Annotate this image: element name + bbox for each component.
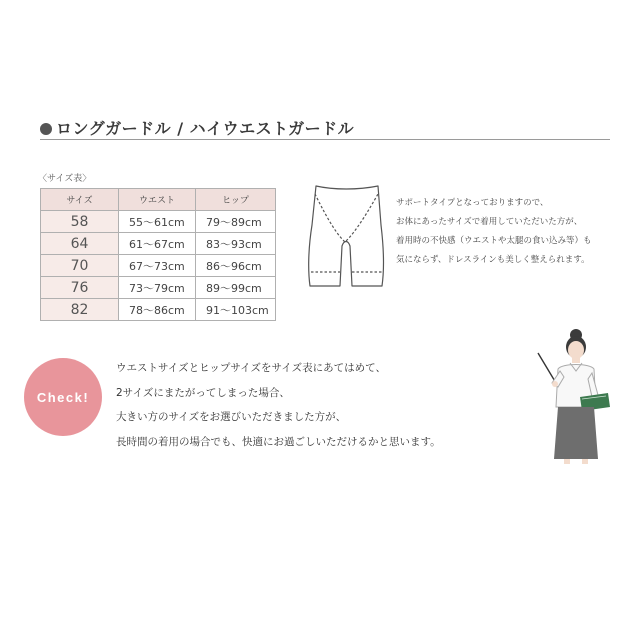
waist-cell: 73〜79cm xyxy=(119,277,196,299)
hip-cell: 86〜96cm xyxy=(196,255,276,277)
table-row xyxy=(41,233,276,255)
support-line: 気にならず、ドレスラインも美しく整えられます。 xyxy=(396,255,590,265)
size-table-caption: 〈サイズ表〉 xyxy=(38,174,92,184)
section-heading xyxy=(40,116,354,139)
check-line: 2サイズにまたがってしまった場合、 xyxy=(116,386,290,399)
support-description xyxy=(396,194,592,270)
waist-cell: 67〜73cm xyxy=(119,255,196,277)
hip-cell: 89〜99cm xyxy=(196,277,276,299)
table-row xyxy=(41,255,276,277)
header-size: サイズ xyxy=(41,189,119,211)
header-hip: ヒップ xyxy=(196,189,276,211)
hip-cell: 91〜103cm xyxy=(196,299,276,321)
girdle-illustration-icon xyxy=(300,180,390,292)
hip-cell: 79〜89cm xyxy=(196,211,276,233)
check-line: ウエストサイズとヒップサイズをサイズ表にあてはめて、 xyxy=(116,362,386,374)
table-row xyxy=(41,211,276,233)
size-table xyxy=(40,188,276,321)
check-badge: Check! xyxy=(24,358,102,436)
waist-cell: 61〜67cm xyxy=(119,233,196,255)
teacher-illustration-icon xyxy=(536,325,622,465)
check-line: 大きい方のサイズをお選びいただきました方が、 xyxy=(116,411,347,423)
size-cell: 70 xyxy=(41,255,119,277)
size-cell: 76 xyxy=(41,277,119,299)
table-row xyxy=(41,277,276,299)
waist-cell: 78〜86cm xyxy=(119,299,196,321)
heading-divider xyxy=(40,139,610,140)
size-cell: 64 xyxy=(41,233,119,255)
support-line: お体にあったサイズで着用していただいた方が、 xyxy=(396,217,583,227)
size-cell: 82 xyxy=(41,299,119,321)
size-table-header-row xyxy=(41,189,276,211)
waist-cell: 55〜61cm xyxy=(119,211,196,233)
header-waist: ウエスト xyxy=(119,189,196,211)
support-line: 着用時の不快感（ウエストや太腿の食い込み等）も xyxy=(396,236,592,246)
section-heading-text: ロングガードル / ハイウエストガードル xyxy=(56,119,355,138)
check-text xyxy=(116,356,441,454)
check-line: 長時間の着用の場合でも、快適にお過ごしいただけるかと思います。 xyxy=(116,435,441,448)
bullet-dot-icon xyxy=(40,123,52,135)
hip-cell: 83〜93cm xyxy=(196,233,276,255)
support-line: サポートタイプとなっておりますので、 xyxy=(396,198,549,208)
table-row xyxy=(41,299,276,321)
size-cell: 58 xyxy=(41,211,119,233)
